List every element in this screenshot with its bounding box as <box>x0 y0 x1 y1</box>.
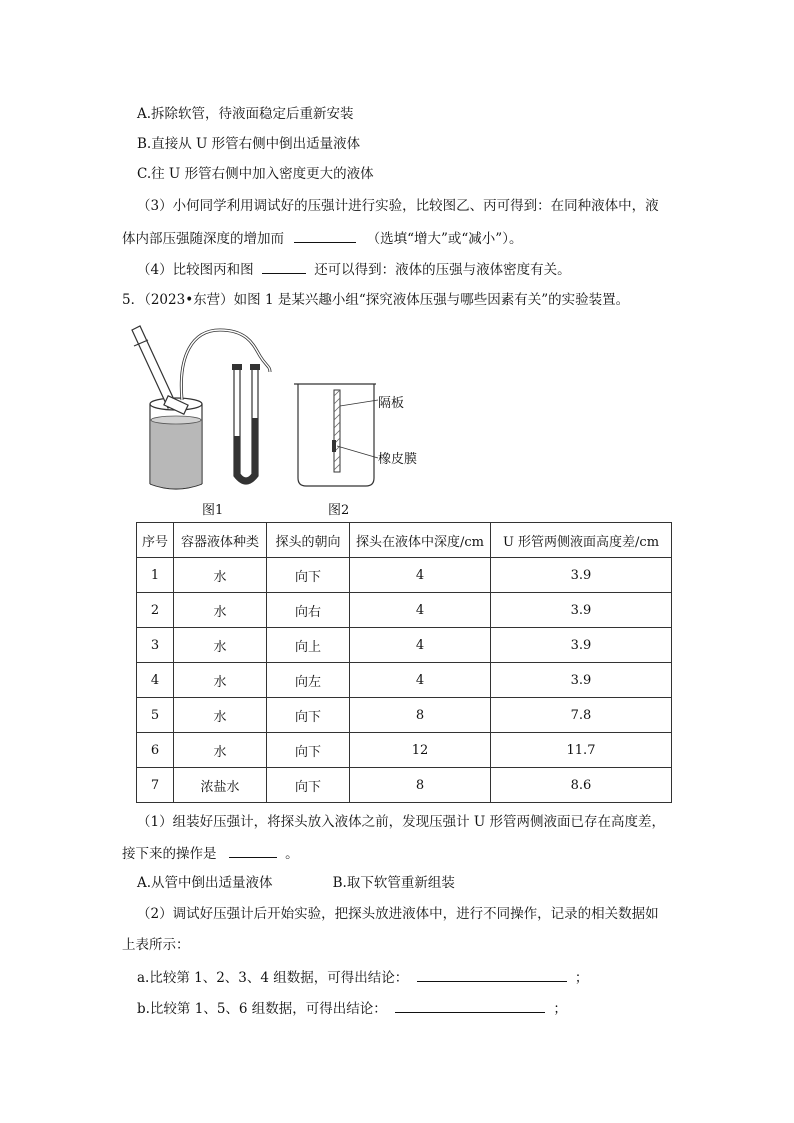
q5-part1-options: A.从管中倒出适量液体 B.取下软管重新组装 <box>137 875 455 891</box>
table-header: U 形管两侧液面高度差/cm <box>491 523 672 558</box>
fig1-liquid <box>151 420 201 489</box>
table-header: 序号 <box>137 523 174 558</box>
q5-part2-line1: （2）调试好压强计后开始实验，把探头放进液体中，进行不同操作，记录的相关数据如 <box>137 906 659 922</box>
q4-part3-answer-blank[interactable] <box>294 228 356 243</box>
table-header: 容器液体种类 <box>174 523 267 558</box>
q5-part2-b-text: b.比较第 1、5、6 组数据，可得出结论： <box>137 1001 387 1017</box>
table-row <box>137 558 672 593</box>
table-row <box>137 628 672 663</box>
table-row <box>137 593 672 628</box>
table-row <box>137 698 672 733</box>
table-cell: 8 <box>350 698 491 733</box>
q5-part1-answer-blank[interactable] <box>229 843 277 858</box>
q5-part1-end: 。 <box>285 846 299 862</box>
table-cell: 水 <box>174 558 267 593</box>
table-cell: 向下 <box>267 733 350 768</box>
q4-part3-line2 <box>122 228 522 249</box>
table-cell: 向左 <box>267 663 350 698</box>
fig2-partition-label: 隔板 <box>378 396 405 411</box>
table-row <box>137 768 672 803</box>
table-cell: 向下 <box>267 698 350 733</box>
table-cell: 4 <box>137 663 174 698</box>
q5-part2-line2: 上表所示： <box>122 937 190 953</box>
q5-part1-text: 接下来的操作是 <box>122 846 217 862</box>
table-cell: 11.7 <box>491 733 672 768</box>
q5-part2-a-end: ； <box>574 970 589 986</box>
table-cell: 8.6 <box>491 768 672 803</box>
data-table <box>136 522 672 803</box>
table-cell: 7.8 <box>491 698 672 733</box>
q4-part3-text: 体内部压强随深度的增加而 <box>122 231 284 247</box>
table-header: 探头的朝向 <box>267 523 350 558</box>
table-cell: 水 <box>174 593 267 628</box>
q5-stem: 5．（2023•东营）如图 1 是某兴趣小组“探究液体压强与哪些因素有关”的实验装置。 <box>122 292 630 308</box>
table-cell: 水 <box>174 628 267 663</box>
q5-part1-line1: （1）组装好压强计，将探头放入液体之前，发现压强计 U 形管两侧液面已存在高度差， <box>137 814 666 830</box>
table-cell: 3.9 <box>491 593 672 628</box>
fig2-membrane-label: 橡皮膜 <box>378 452 418 467</box>
table-cell: 3.9 <box>491 663 672 698</box>
table-cell: 向下 <box>267 558 350 593</box>
table-cell: 1 <box>137 558 174 593</box>
q4-part4 <box>137 259 571 280</box>
q4-part4-text: （4）比较图丙和图 <box>137 262 254 278</box>
q5-part2-b-answer-blank[interactable] <box>395 998 545 1013</box>
table-cell: 7 <box>137 768 174 803</box>
q5-part2-b-end: ； <box>553 1001 567 1017</box>
q5-figures <box>120 316 450 516</box>
table-cell: 3.9 <box>491 558 672 593</box>
q4-part4-answer-blank[interactable] <box>262 259 306 274</box>
q5-part2-a-text: a.比较第 1、2、3、4 组数据，可得出结论： <box>137 970 409 986</box>
table-cell: 4 <box>350 663 491 698</box>
fig1-label: 图1 <box>202 503 224 518</box>
table-cell: 2 <box>137 593 174 628</box>
table-cell: 6 <box>137 733 174 768</box>
q5-part2-a <box>137 967 588 988</box>
fig2-membrane <box>332 440 336 452</box>
table-cell: 4 <box>350 593 491 628</box>
table-header: 探头在液体中深度/cm <box>350 523 491 558</box>
fig2-label: 图2 <box>328 503 350 518</box>
table-cell: 水 <box>174 663 267 698</box>
table-cell: 3.9 <box>491 628 672 663</box>
q4-option-c: C.往 U 形管右侧中加入密度更大的液体 <box>137 166 374 182</box>
table-cell: 12 <box>350 733 491 768</box>
q5-part2-a-answer-blank[interactable] <box>417 967 567 982</box>
table-row <box>137 733 672 768</box>
table-cell: 8 <box>350 768 491 803</box>
table-cell: 向下 <box>267 768 350 803</box>
table-header-row <box>137 523 672 558</box>
table-cell: 5 <box>137 698 174 733</box>
table-cell: 水 <box>174 733 267 768</box>
table-cell: 向上 <box>267 628 350 663</box>
q4-option-a: A.拆除软管，待液面稳定后重新安装 <box>137 106 354 122</box>
table-row <box>137 663 672 698</box>
apparatus-diagram <box>120 316 450 516</box>
table-cell: 水 <box>174 698 267 733</box>
table-cell: 4 <box>350 628 491 663</box>
q4-option-b: B.直接从 U 形管右侧中倒出适量液体 <box>137 136 361 152</box>
q4-part3-hint: （选填“增大”或“减小”）。 <box>366 231 523 247</box>
q4-part4-tail: 还可以得到：液体的压强与液体密度有关。 <box>314 262 571 278</box>
q5-part2-b <box>137 998 567 1019</box>
q5-part1-line2 <box>122 843 299 864</box>
q4-part3-line1: （3）小何同学利用调试好的压强计进行实验，比较图乙、丙可得到：在同种液体中，液 <box>137 198 659 214</box>
table-cell: 4 <box>350 558 491 593</box>
table-cell: 浓盐水 <box>174 768 267 803</box>
table-cell: 3 <box>137 628 174 663</box>
table-cell: 向右 <box>267 593 350 628</box>
